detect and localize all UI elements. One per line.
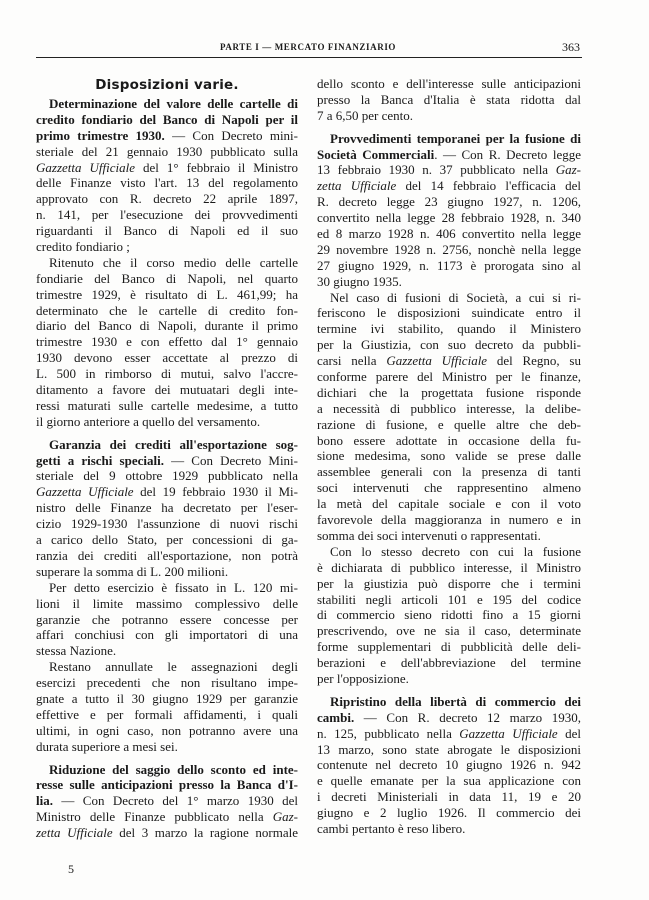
text-run: stessa Nazione.	[36, 643, 117, 659]
text-run: razione di fusione, e quelle altre che deb-	[317, 416, 581, 432]
text-line	[317, 369, 581, 385]
text-run: del	[557, 725, 581, 741]
text-run: Nel caso di fusioni di Società, a cui si ri-	[330, 289, 581, 305]
section-paragraph	[36, 762, 298, 841]
text-run: assemblee generali con la presenza di tanti	[317, 464, 581, 480]
text-line	[36, 382, 298, 398]
text-run: giugno e 2 luglio 1926. Il commercio dei	[317, 805, 581, 821]
text-run: Ministro delle Finanze pubblicato nella	[36, 809, 273, 825]
text-line	[317, 694, 581, 710]
text-line	[36, 707, 298, 723]
text-line	[317, 623, 581, 639]
text-line	[36, 532, 298, 548]
text-run: . — Con R. Decreto legge	[434, 146, 581, 162]
text-line	[36, 350, 298, 366]
text-run: garanzie che potranno essere concesse per	[36, 611, 298, 627]
bold-heading-run: Determinazione del valore delle cartelle di	[49, 96, 298, 111]
text-run: a necessità di pubblico interesse, la delibe-	[317, 400, 581, 416]
text-run: 30 giugno 1935.	[317, 273, 402, 289]
text-line	[36, 500, 298, 516]
text-run: sione medesima, sono valide se prese dalle	[317, 448, 581, 464]
text-run: convertito nella legge 28 febbraio 1928, n. 340	[317, 210, 581, 226]
text-run: cizio 1929-1930 l'assunzione di nuovi rischi	[36, 516, 298, 532]
text-line	[36, 739, 298, 755]
text-run: 7 a 6,50 per cento.	[317, 107, 414, 123]
text-line	[317, 131, 581, 147]
text-run: 29 novembre 1928 n. 2756, nonchè nella legge	[317, 241, 581, 257]
text-line	[317, 417, 581, 433]
right-column	[317, 76, 581, 837]
text-line	[36, 516, 298, 532]
text-line	[36, 793, 298, 809]
italic-run: Gazzetta Ufficiale	[386, 353, 488, 369]
text-line	[317, 821, 581, 837]
header-rule	[36, 57, 582, 58]
text-line	[36, 548, 298, 564]
paragraph	[36, 255, 298, 430]
text-run: effettive e per formali affidamenti, i quali	[36, 706, 298, 722]
text-run: durata superiore a mesi sei.	[36, 738, 178, 754]
paragraph	[36, 580, 298, 659]
text-run: 13 febbraio 1930 n. 37 pubblicato nella	[317, 162, 556, 178]
paragraph	[36, 659, 298, 754]
text-run: approvato con R. decreto 22 aprile 1897,	[36, 191, 298, 207]
paragraph	[317, 544, 581, 687]
text-run: favorevole della maggioranza in numero e in	[317, 512, 581, 528]
text-line	[317, 544, 581, 560]
italic-run: zetta Ufficiale	[317, 178, 397, 194]
text-run: ressi maturati sulle cartelle medesime, a tutto	[36, 397, 298, 413]
text-line	[317, 655, 581, 671]
left-column	[36, 76, 298, 841]
paragraph	[317, 290, 581, 544]
text-run: carsi nella	[317, 353, 387, 369]
text-run: — Con Decreto Mini-	[163, 452, 298, 468]
right-column-body	[317, 76, 581, 837]
text-line	[36, 318, 298, 334]
text-run: — Con Decreto del 1° marzo 1930 del	[52, 793, 298, 809]
text-line	[36, 580, 298, 596]
text-line	[36, 643, 298, 659]
text-line	[317, 464, 581, 480]
text-run: riguardanti il Banco di Napoli ed il suo	[36, 223, 298, 239]
text-run: 27 giugno 1929, n. 1173 è prorogata sino al	[317, 257, 581, 273]
text-run: somma dei soci intervenuti o rappresentati.	[317, 527, 541, 543]
text-line	[317, 742, 581, 758]
text-line	[36, 366, 298, 382]
paragraph	[317, 76, 581, 124]
text-line	[317, 671, 581, 687]
section-paragraph	[317, 694, 581, 837]
text-run: del 14 febbraio l'efficacia del	[396, 178, 581, 194]
text-run: ditamento a favore dei mutuatari degli inte-	[36, 382, 298, 398]
text-run: L. 500 in rimborso di mutui, salvo l'accre-	[36, 366, 298, 382]
text-line	[36, 809, 298, 825]
text-line	[36, 762, 298, 778]
text-line	[36, 596, 298, 612]
bold-heading-run: getti a rischi speciali.	[36, 452, 164, 468]
text-line	[36, 564, 298, 580]
text-line	[317, 242, 581, 258]
paragraph	[36, 96, 298, 255]
text-run: fondiarie del Banco di Napoli, nel quarto	[36, 270, 298, 286]
text-run: presso la Banca d'Italia è stata ridotta dal	[317, 91, 581, 107]
bold-heading-run: Ripristino della libertà di commercio dei	[330, 693, 581, 709]
text-run: determinato che le cartelle di credito fon-	[36, 302, 298, 318]
text-line	[317, 290, 581, 306]
text-line	[36, 414, 298, 430]
text-line	[36, 271, 298, 287]
text-run: la metà del capitale sociale e con il voto	[317, 496, 581, 512]
text-run: esercizi precedenti che non risultano impe-	[36, 675, 298, 691]
bold-heading-run: Garanzia dei crediti all'esportazione sog-	[49, 436, 298, 452]
text-line	[317, 789, 581, 805]
text-line	[317, 226, 581, 242]
text-run: Per detto esercizio è fissato in L. 120 mi-	[49, 579, 298, 595]
text-run: di commercio sieno ridotti fino a 15 giorni	[317, 607, 581, 623]
text-run: per la Giustizia, con suo decreto da pubbli-	[317, 337, 581, 353]
text-line	[317, 108, 581, 124]
text-line	[36, 627, 298, 643]
text-line	[317, 773, 581, 789]
text-line	[317, 385, 581, 401]
text-run: steriale del 9 ottobre 1929 pubblicato nella	[36, 468, 298, 484]
text-line	[36, 612, 298, 628]
text-run: ultimi, in ogni caso, non potranno avere una	[36, 722, 298, 738]
text-run: trimestre 1929, è risultato di L. 461,99; ha	[36, 286, 298, 302]
text-run: i decreti Ministeriali in data 11, 19 e 20	[317, 789, 581, 805]
text-line	[36, 303, 298, 319]
text-run: del Regno, su	[487, 353, 581, 369]
text-line	[317, 639, 581, 655]
text-run: trimestre 1930 e con effetto dal 1° gennaio	[36, 334, 298, 350]
text-line	[36, 128, 298, 144]
text-line	[36, 223, 298, 239]
text-run: ranzia dei crediti all'esportazione, non potrà	[36, 547, 298, 563]
text-line	[317, 433, 581, 449]
text-line	[36, 659, 298, 675]
text-run: conforme parere del Ministro per le finanze,	[317, 369, 581, 385]
text-line	[317, 147, 581, 163]
text-line	[36, 675, 298, 691]
text-run: contenute nel decreto 10 giugno 1926 n. 942	[317, 757, 581, 773]
text-run: 13 marzo, sono state abrogate le disposizioni	[317, 741, 581, 757]
text-run: soci intervenuti che rappresentino almeno	[317, 480, 581, 496]
text-line	[317, 274, 581, 290]
text-run: 1930 devono esser accettate al prezzo di	[36, 350, 298, 366]
text-run: n. 125, pubblicato nella	[317, 725, 460, 741]
text-run: Con lo stesso decreto con cui la fusione	[330, 543, 581, 559]
text-line	[317, 321, 581, 337]
text-line	[36, 691, 298, 707]
text-run: delle Finanze visto l'art. 13 del regolamento	[36, 175, 298, 191]
bold-heading-run: Provvedimenti temporanei per la fusione di	[330, 130, 581, 146]
text-line	[36, 287, 298, 303]
text-run: per la giustizia può disporre che i termini	[317, 575, 581, 591]
text-line	[36, 334, 298, 350]
text-run: dello sconto e dell'interesse sulle anticipazioni	[317, 76, 581, 91]
text-line	[317, 528, 581, 544]
text-line	[36, 191, 298, 207]
text-run: superare la somma di L. 200 milioni.	[36, 563, 229, 579]
text-line	[36, 112, 298, 128]
text-run: Ritenuto che il corso medio delle cartelle	[49, 254, 298, 270]
text-run: e quelle emanate per la sua applicazione con	[317, 773, 581, 789]
text-line	[317, 162, 581, 178]
text-run: del 1° febbraio il Ministro	[135, 159, 298, 175]
text-run: feriscono le disposizioni suindicate entro il	[317, 305, 581, 321]
text-run: Restano annullate le assegnazioni degli	[49, 659, 298, 675]
bold-heading-run: credito fondiario del Banco di Napoli per il	[36, 111, 298, 127]
bold-heading-run: lia.	[36, 793, 53, 809]
text-line	[36, 207, 298, 223]
italic-run: Gazzetta Ufficiale	[36, 484, 134, 500]
text-run: affari conchiusi con gli importatori di una	[36, 627, 298, 643]
text-line	[317, 448, 581, 464]
italic-run: Gaz-	[272, 809, 298, 825]
text-line	[317, 92, 581, 108]
text-line	[36, 96, 298, 112]
text-run: forme supplementari di pubblicità delle deli-	[317, 639, 581, 655]
italic-run: Gazzetta Ufficiale	[36, 159, 136, 175]
text-run: steriale del 21 gennaio 1930 pubblicato sulla	[36, 143, 298, 159]
text-run: cambi pertanto è reso libero.	[317, 820, 466, 836]
bold-heading-run: primo trimestre 1930.	[36, 127, 165, 143]
text-run: per l'opposizione.	[317, 670, 409, 686]
text-line	[317, 592, 581, 608]
bold-heading-run: cambi.	[317, 709, 355, 725]
section-title: Disposizioni varie.	[95, 77, 239, 93]
text-line	[317, 178, 581, 194]
bold-heading-run: Riduzione del saggio dello sconto ed inte-	[49, 761, 298, 777]
text-run: nistro delle Finanze ha decretato per l'eser-	[36, 500, 298, 516]
text-run: prescrivendo, ove ne sia il caso, determinate	[317, 623, 581, 639]
text-line	[36, 398, 298, 414]
text-line	[317, 710, 581, 726]
text-line	[317, 607, 581, 623]
text-line	[317, 576, 581, 592]
text-run: a carico dello Stato, per concessioni di ga-	[36, 532, 298, 548]
text-line	[36, 723, 298, 739]
text-run: termine ivi stabilito, quando il Ministero	[317, 321, 581, 337]
text-line	[36, 825, 298, 841]
text-line	[36, 484, 298, 500]
italic-run: Gaz-	[555, 162, 581, 178]
text-line	[36, 453, 298, 469]
text-run: ed 8 marzo 1928 n. 406 convertito nella legge	[317, 226, 581, 242]
text-run: n. 141, per l'esecuzione dei provvedimenti	[36, 207, 298, 223]
text-line	[317, 337, 581, 353]
bold-heading-run: resse sulle anticipazioni presso la Banca d'I-	[36, 777, 298, 793]
text-line	[36, 255, 298, 271]
text-line	[36, 239, 298, 255]
text-line	[36, 160, 298, 176]
text-run: diario del Banco di Napoli, durante il primo	[36, 318, 298, 334]
bold-heading-run: Società Commerciali	[317, 146, 435, 162]
text-run: dichiari che la progettata fusione risponde	[317, 384, 581, 400]
text-line	[317, 805, 581, 821]
signature-mark: 5	[68, 862, 74, 876]
text-run: berazioni e dell'abbreviazione del termine	[317, 655, 581, 671]
text-line	[317, 353, 581, 369]
text-run: R. decreto legge 23 giugno 1927, n. 1206,	[317, 194, 581, 210]
text-run: stabiliti negli articoli 101 e 195 del codice	[317, 591, 581, 607]
text-line	[317, 401, 581, 417]
text-line	[317, 210, 581, 226]
text-line	[317, 258, 581, 274]
text-line	[317, 726, 581, 742]
text-line	[317, 76, 581, 92]
text-line	[36, 175, 298, 191]
text-run: gnate a tutto il 30 giugno 1929 per garanzie	[36, 690, 298, 706]
text-line	[317, 512, 581, 528]
text-line	[317, 496, 581, 512]
text-run: credito fondiario ;	[36, 239, 130, 255]
text-line	[36, 144, 298, 160]
text-run: lioni il limite massimo complessivo delle	[36, 595, 298, 611]
section-paragraph	[36, 437, 298, 580]
text-run: il giorno anteriore a quello del versamento.	[36, 413, 261, 429]
text-line	[36, 468, 298, 484]
italic-run: zetta Ufficiale	[36, 825, 113, 841]
running-head-title: PARTE I — MERCATO FINANZIARIO	[219, 42, 397, 52]
text-run: del 19 febbraio 1930 il Mi-	[133, 484, 298, 500]
text-run: — Con Decreto mini-	[164, 127, 298, 143]
text-run: è dichiarata di pubblico interesse, il Ministro	[317, 559, 581, 575]
text-line	[36, 437, 298, 453]
text-line	[317, 194, 581, 210]
text-line	[36, 777, 298, 793]
italic-run: Gazzetta Ufficiale	[459, 725, 558, 741]
left-column-body	[36, 96, 298, 841]
text-line	[317, 560, 581, 576]
text-run: bono essere adottate in occasione della fu-	[317, 432, 581, 448]
text-line	[317, 305, 581, 321]
page-number: 363	[562, 40, 580, 54]
text-run: del 3 marzo la ragione normale	[112, 825, 298, 841]
text-line	[317, 757, 581, 773]
running-head	[36, 40, 580, 54]
section-paragraph	[317, 131, 581, 290]
text-line	[317, 480, 581, 496]
text-run: — Con R. decreto 12 marzo 1930,	[354, 709, 581, 725]
